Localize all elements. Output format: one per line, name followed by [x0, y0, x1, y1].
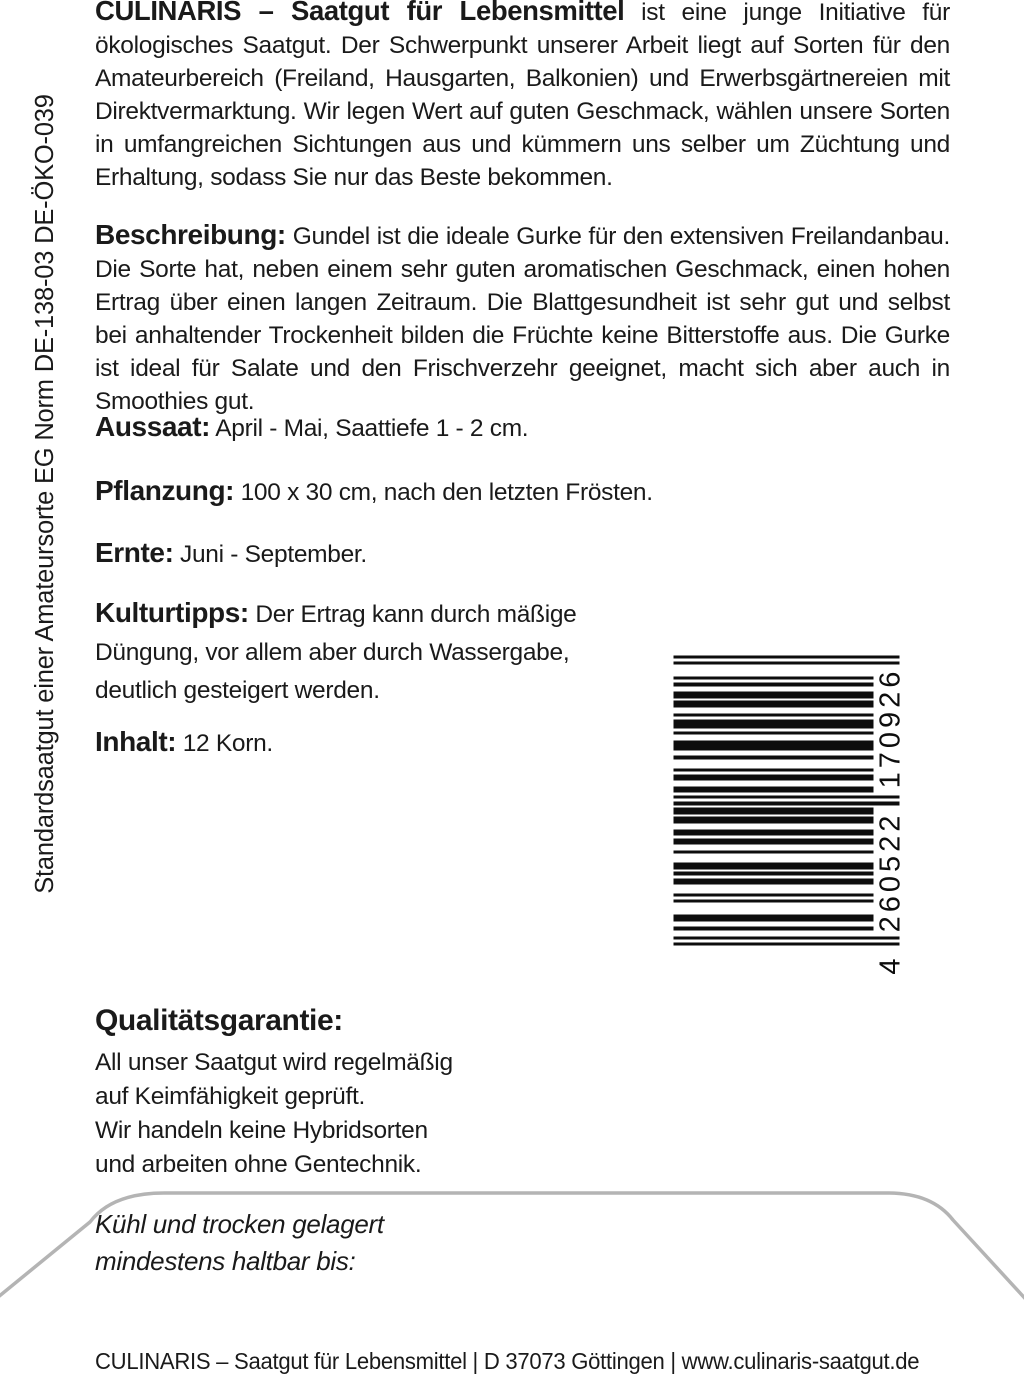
barcode-bar	[674, 756, 874, 759]
barcode-bar	[674, 722, 874, 725]
barcode-bar	[674, 841, 874, 844]
barcode-digit-group-right: 170926	[874, 667, 907, 789]
beschreibung-text: Gundel ist die ideale Gurke für den extensiven Freilandanbau. Die Sorte hat, neben einem sehr guten aromatischen Geschmack, einen hohen Ertrag über einen langen Zeitraum. Die Blattgesundheit ist sehr gut und selbst bei anhaltender Trockenheit bilden die Früchte keine Bitterstoffe aus. Die Gurke ist ideal für Salate und den Frischverzehr geeignet, macht sich aber auch in Smoothies gut.	[95, 223, 950, 415]
barcode-bar	[674, 899, 874, 902]
kulturtipps-text-2: Düngung, vor allem aber durch Wassergabe,	[95, 639, 570, 666]
storage-note	[95, 1206, 384, 1280]
row-pflanzung	[95, 474, 955, 509]
row-aussaat	[95, 410, 955, 445]
barcode-bar	[674, 808, 874, 811]
barcode-bar	[674, 768, 874, 771]
barcode-bar	[674, 942, 900, 945]
section-kulturtipps	[95, 594, 735, 710]
barcode-bar	[674, 838, 874, 841]
intro-text: ist eine junge Initiative für ökologisches Saatgut. Der Schwerpunkt unserer Arbeit liegt auf Sorten für den Amateurbereich (Freiland, Hausgarten, Balkonien) und Erwerbsgärtnereien mit Direktvermarktung. Wir legen Wert auf guten Geschmack, wählen unsere Sorten in umfangreichen Sichtungen aus und kümmern uns selber um Züchtung und Erhaltung, sodass Sie nur das Beste bekommen.	[95, 0, 950, 191]
brand-title: CULINARIS – Saatgut für Lebensmittel	[95, 0, 625, 26]
barcode-bar	[674, 878, 874, 881]
barcode-bar	[674, 927, 874, 930]
barcode-bar	[674, 796, 900, 799]
barcode-bars	[674, 656, 900, 946]
qualitaet-line-1: All unser Saatgut wird regelmäßig	[95, 1049, 453, 1076]
barcode-bar	[674, 936, 900, 939]
barcode-digit-lead: 4	[874, 958, 907, 975]
ernte-value: Juni - September.	[180, 541, 367, 568]
intro-paragraph	[95, 0, 950, 194]
aussaat-label: Aussaat:	[95, 411, 211, 442]
section-beschreibung	[95, 218, 950, 418]
barcode-bar	[674, 683, 874, 686]
barcode-bar	[674, 802, 900, 805]
barcode-bar	[674, 731, 874, 734]
barcode-bar	[674, 777, 874, 780]
barcode-digit-group-left: 260522	[874, 811, 907, 933]
barcode-bar	[674, 866, 874, 869]
ernte-label: Ernte:	[95, 537, 174, 568]
barcode-bar	[674, 655, 900, 658]
barcode-bar	[674, 829, 874, 832]
barcode-bar	[674, 747, 874, 750]
kulturtipps-text-1: Der Ertrag kann durch mäßige	[255, 601, 577, 628]
qualitaet-line-2: auf Keimfähigkeit geprüft.	[95, 1083, 366, 1110]
vertical-regulatory-text: Standardsaatgut einer Amateursorte EG Norm DE-138-03 DE-ÖKO-039	[31, 94, 59, 894]
barcode-bar	[674, 695, 874, 698]
row-ernte	[95, 536, 955, 571]
qualitaet-line-4: und arbeiten ohne Gentechnik.	[95, 1151, 422, 1178]
storage-line-2: mindestens haltbar bis:	[95, 1246, 356, 1276]
inhalt-label: Inhalt:	[95, 726, 177, 757]
barcode-bar	[674, 719, 874, 722]
barcode-bar	[674, 820, 874, 823]
barcode-bar	[674, 832, 874, 835]
barcode-bar	[674, 786, 874, 789]
barcode-bar	[674, 881, 874, 884]
kulturtipps-line	[95, 594, 735, 634]
barcode-bar	[674, 713, 874, 716]
barcode-bar	[674, 863, 874, 866]
barcode-bar	[674, 789, 874, 792]
kulturtipps-text-3: deutlich gesteigert werden.	[95, 677, 380, 704]
storage-line-1: Kühl und trocken gelagert	[95, 1209, 384, 1239]
barcode-bar	[674, 701, 874, 704]
beschreibung-label: Beschreibung:	[95, 219, 286, 250]
barcode-bar	[674, 744, 874, 747]
barcode-bar	[674, 692, 874, 695]
qualitaetsgarantie-heading: Qualitätsgarantie:	[95, 1004, 343, 1037]
barcode-bar	[674, 893, 874, 896]
barcode-bar	[674, 915, 874, 918]
barcode-bar	[674, 872, 874, 875]
barcode	[674, 650, 909, 982]
pflanzung-label: Pflanzung:	[95, 475, 235, 506]
inhalt-value: 12 Korn.	[182, 730, 273, 757]
kulturtipps-label: Kulturtipps:	[95, 597, 249, 628]
barcode-bar	[674, 677, 874, 680]
barcode-bar	[674, 741, 874, 744]
barcode-bar	[674, 811, 874, 814]
pflanzung-value: 100 x 30 cm, nach den letzten Frösten.	[240, 479, 653, 506]
barcode-bar	[674, 918, 874, 921]
barcode-bar	[674, 774, 874, 777]
barcode-bar	[674, 817, 874, 820]
section-qualitaetsgarantie	[95, 1004, 595, 1182]
aussaat-value: April - Mai, Saattiefe 1 - 2 cm.	[215, 415, 529, 442]
barcode-bar	[674, 725, 874, 728]
barcode-bar	[674, 851, 874, 854]
qualitaet-line-3: Wir handeln keine Hybridsorten	[95, 1117, 428, 1144]
footer-address: CULINARIS – Saatgut für Lebensmittel | D 37073 Göttingen | www.culinaris-saatgut.de	[95, 1348, 920, 1374]
barcode-bar	[674, 661, 900, 664]
barcode-bar	[674, 704, 874, 707]
